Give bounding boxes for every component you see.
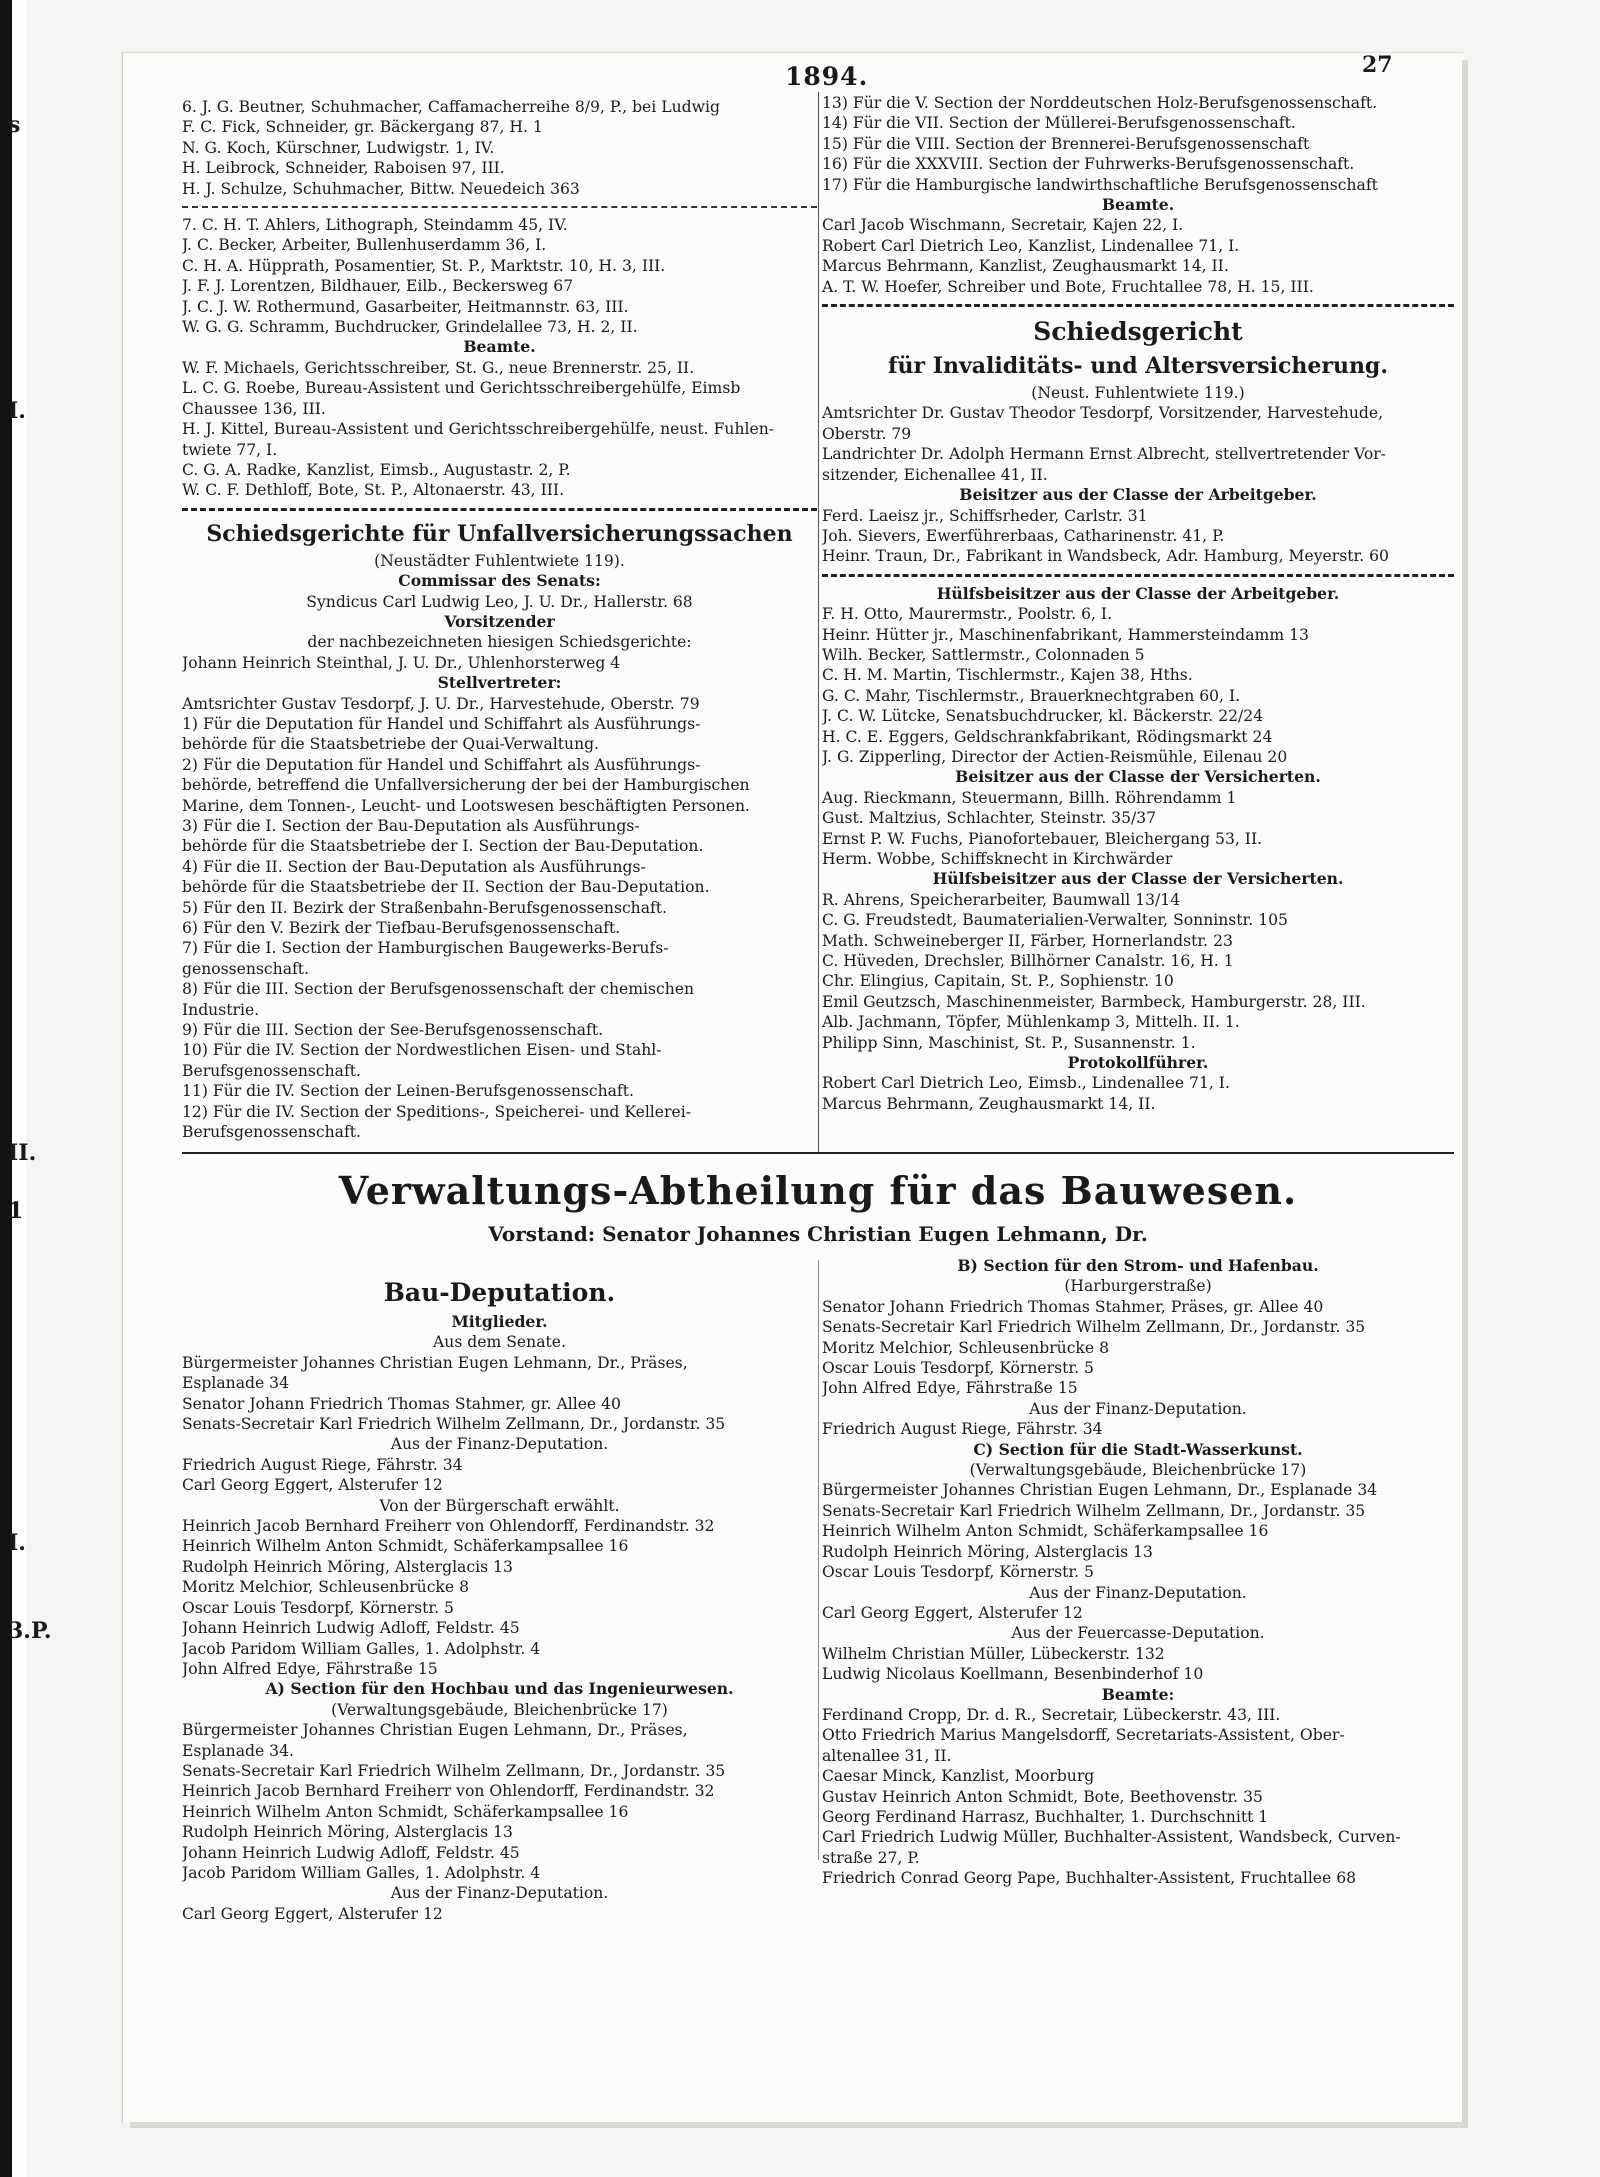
text-line: 3) Für die I. Section der Bau-Deputation als Ausführungs-	[182, 817, 640, 835]
text-line: C. H. A. Hüpprath, Posamentier, St. P., Marktstr. 10, H. 3, III.	[182, 256, 666, 275]
text-line: Johann Heinrich Ludwig Adloff, Feldstr. 45	[182, 1619, 520, 1638]
beamte-heading: Beamte:	[1101, 1684, 1175, 1704]
commissar-heading: Commissar des Senats:	[398, 571, 601, 591]
text-line: Senator Johann Friedrich Thomas Stahmer, Präses, gr. Allee 40	[822, 1297, 1324, 1316]
dashed-separator	[182, 206, 817, 208]
text-line: Wilh. Becker, Sattlermstr., Colonnaden 5	[822, 645, 1145, 664]
text-line: Ernst P. W. Fuchs, Pianofortebauer, Bleichergang 53, II.	[822, 829, 1263, 848]
text-line: N. G. Koch, Kürschner, Ludwigstr. 1, IV.	[182, 138, 495, 157]
huelfs-versicherten-heading: Hülfsbeisitzer aus der Classe der Versicherten.	[932, 869, 1344, 889]
section-address: (Neustädter Fuhlentwiete 119).	[374, 551, 625, 570]
finanz-heading: Aus der Finanz-Deputation.	[390, 1435, 609, 1454]
stellvertreter-heading: Stellvertreter:	[437, 673, 562, 693]
text-line: Herm. Wobbe, Schiffsknecht in Kirchwärder	[822, 850, 1173, 868]
text-line: Jacob Paridom William Galles, 1. Adolphstr. 4	[182, 1639, 541, 1658]
text-line: Heinr. Traun, Dr., Fabrikant in Wandsbeck, Adr. Hamburg, Meyerstr. 60	[822, 547, 1389, 566]
text-line: Chaussee 136, III.	[182, 399, 326, 418]
text-line: Bürgermeister Johannes Christian Eugen Lehmann, Dr., Esplanade 34	[822, 1481, 1378, 1500]
text-line: Marine, dem Tonnen-, Leucht- und Lootswesen beschäftigten Personen.	[182, 796, 751, 815]
text-line: Friedrich August Riege, Fährstr. 34	[822, 1420, 1103, 1439]
text-line: J. C. Becker, Arbeiter, Bullenhuserdamm 36, I.	[182, 236, 547, 255]
text-line: 17) Für die Hamburgische landwirthschaftliche Berufsgenossenschaft	[822, 175, 1378, 194]
beamte-heading: Beamte.	[1101, 195, 1175, 215]
entry-group-6	[182, 97, 817, 199]
text-line: Jacob Paridom William Galles, 1. Adolphstr. 4	[182, 1863, 541, 1882]
text-line: 11) Für die IV. Section der Leinen-Berufsgenossenschaft.	[182, 1082, 634, 1101]
text-line: Moritz Melchior, Schleusenbrücke 8	[822, 1338, 1109, 1357]
text-line: L. C. G. Roebe, Bureau-Assistent und Gerichtsschreibergehülfe, Eimsb	[182, 379, 741, 398]
text-line: 12) Für die IV. Section der Speditions-, Speicherei- und Kellerei-	[182, 1102, 691, 1121]
text-line: Rudolph Heinrich Möring, Alsterglacis 13	[182, 1823, 513, 1842]
text-line: Rudolph Heinrich Möring, Alsterglacis 13	[182, 1557, 513, 1576]
text-line: H. C. E. Eggers, Geldschrankfabrikant, Rödingsmarkt 24	[822, 727, 1273, 746]
bauwesen-vorstand: Vorstand: Senator Johannes Christian Eugen Lehmann, Dr.	[488, 1222, 1148, 1246]
text-line: sitzender, Eichenallee 41, II.	[822, 465, 1048, 484]
text-line: 2) Für die Deputation für Handel und Schiffahrt als Ausführungs-	[182, 755, 701, 774]
text-line: 4) Für die II. Section der Bau-Deputation als Ausführungs-	[182, 857, 646, 876]
text-line: Johann Heinrich Ludwig Adloff, Feldstr. 45	[182, 1843, 520, 1862]
bau-deputation-title: Bau-Deputation.	[383, 1278, 616, 1307]
chair-list	[822, 403, 1454, 485]
text-line: Oscar Louis Tesdorpf, Körnerstr. 5	[822, 1359, 1094, 1378]
section-b-list	[822, 1297, 1454, 1399]
section-b-heading: B) Section für den Strom- und Hafenbau.	[957, 1256, 1319, 1275]
text-line: Aug. Rieckmann, Steuermann, Billh. Röhrendamm 1	[822, 788, 1237, 807]
mitglieder-heading: Mitglieder.	[451, 1312, 548, 1331]
text-line: Heinrich Jacob Bernhard Freiherr von Ohlendorff, Ferdinandstr. 32	[182, 1517, 715, 1536]
text-line: 6. J. G. Beutner, Schuhmacher, Caffamacherreihe 8/9, P., bei Ludwig	[182, 98, 720, 116]
text-line: Ferd. Laeisz jr., Schiffsrheder, Carlstr. 31	[822, 506, 1148, 525]
text-line: J. G. Zipperling, Director der Actien-Reismühle, Eilenau 20	[822, 747, 1288, 766]
section-c-list	[822, 1480, 1454, 1582]
text-line: W. G. G. Schramm, Buchdrucker, Grindelallee 73, H. 2, II.	[182, 318, 638, 337]
text-line: Ferdinand Cropp, Dr. d. R., Secretair, Lübeckerstr. 43, III.	[822, 1705, 1281, 1724]
beisitzer-versicherten-list	[822, 788, 1454, 870]
bottom-left-column	[182, 1268, 817, 1924]
text-line: Carl Georg Eggert, Alsterufer 12	[822, 1603, 1083, 1622]
book-binding-edge	[0, 0, 12, 2177]
section-a-finanz-heading: Aus der Finanz-Deputation.	[390, 1884, 609, 1903]
beamte-list	[822, 1705, 1454, 1889]
text-line: Emil Geutzsch, Maschinenmeister, Barmbeck, Hamburgerstr. 28, III.	[822, 992, 1366, 1011]
text-line: Otto Friedrich Marius Mangelsdorff, Secretariats-Assistent, Ober-	[822, 1726, 1345, 1745]
text-line: 6) Für den V. Bezirk der Tiefbau-Berufsgenossenschaft.	[182, 919, 621, 938]
text-line: Carl Jacob Wischmann, Secretair, Kajen 22, I.	[822, 216, 1184, 235]
margin-note: I.	[8, 398, 26, 424]
margin-note: 3.P.	[8, 1618, 52, 1644]
vorsitzender-name: Johann Heinrich Steinthal, J. U. Dr., Uhlenhorsterweg 4	[182, 653, 621, 672]
text-line: 8) Für die III. Section der Berufsgenossenschaft der chemischen	[182, 980, 695, 999]
text-line: Oberstr. 79	[822, 424, 912, 443]
feuercasse-heading: Aus der Feuercasse-Deputation.	[1011, 1624, 1265, 1643]
beamte-list	[822, 215, 1454, 297]
text-line: 15) Für die VIII. Section der Brennerei-Berufsgenossenschaft	[822, 134, 1310, 153]
section-c-finanz-heading: Aus der Finanz-Deputation.	[1029, 1583, 1247, 1602]
section-c-address: (Verwaltungsgebäude, Bleichenbrücke 17)	[969, 1461, 1307, 1480]
section-title-schiedsgericht: Schiedsgericht	[1033, 317, 1243, 347]
text-line: Bürgermeister Johannes Christian Eugen Lehmann, Dr., Präses,	[182, 1353, 688, 1372]
text-line: genossenschaft.	[182, 959, 309, 978]
huelfs-arbeitgeber-heading: Hülfsbeisitzer aus der Classe der Arbeitgeber.	[936, 583, 1340, 603]
text-line: John Alfred Edye, Fährstraße 15	[822, 1379, 1078, 1398]
text-line: Heinr. Hütter jr., Maschinenfabrikant, Hammersteindamm 13	[822, 625, 1309, 644]
top-left-column	[182, 97, 817, 1143]
text-line: Carl Friedrich Ludwig Müller, Buchhalter-Assistent, Wandsbeck, Curven-	[822, 1828, 1401, 1847]
margin-note: II.	[8, 1140, 37, 1166]
text-line: Alb. Jachmann, Töpfer, Mühlenkamp 3, Mittelh. II. 1.	[822, 1013, 1240, 1032]
text-line: W. C. F. Dethloff, Bote, St. P., Altonaerstr. 43, III.	[182, 481, 565, 500]
text-line: G. C. Mahr, Tischlermstr., Brauerknechtgraben 60, I.	[822, 686, 1241, 705]
text-line: Caesar Minck, Kanzlist, Moorburg	[822, 1767, 1095, 1786]
text-line: F. C. Fick, Schneider, gr. Bäckergang 87, H. 1	[182, 118, 543, 137]
section-c-heading: C) Section für die Stadt-Wasserkunst.	[973, 1439, 1303, 1459]
huelfs-arbeitgeber-list	[822, 604, 1454, 767]
text-line: twiete 77, I.	[182, 440, 278, 459]
text-line: 16) Für die XXXVIII. Section der Fuhrwerks-Berufsgenossenschaft.	[822, 155, 1355, 174]
text-line: J. F. J. Lorentzen, Bildhauer, Eilb., Beckersweg 67	[182, 277, 574, 296]
text-line: Oscar Louis Tesdorpf, Körnerstr. 5	[182, 1598, 454, 1617]
section-b-address: (Harburgerstraße)	[1064, 1277, 1212, 1296]
senate-heading: Aus dem Senate.	[433, 1333, 566, 1352]
bauwesen-title: Verwaltungs-Abtheilung für das Bauwesen.	[338, 1168, 1298, 1213]
column-divider	[818, 92, 819, 1152]
section-c-finanz-list	[822, 1603, 1454, 1623]
margin-note: I.	[8, 1530, 26, 1556]
text-line: Oscar Louis Tesdorpf, Körnerstr. 5	[822, 1563, 1094, 1582]
text-line: 7) Für die I. Section der Hamburgischen Baugewerks-Berufs-	[182, 939, 669, 958]
margin-note: 1	[8, 1198, 24, 1224]
section-a-heading: A) Section für den Hochbau und das Ingenieurwesen.	[265, 1679, 734, 1699]
text-line: Carl Georg Eggert, Alsterufer 12	[182, 1904, 443, 1923]
text-line: J. C. W. Lütcke, Senatsbuchdrucker, kl. Bäckerstr. 22/24	[822, 707, 1264, 726]
text-line: Senats-Secretair Karl Friedrich Wilhelm Zellmann, Dr., Jordanstr. 35	[822, 1318, 1366, 1337]
margin-note: s	[8, 112, 21, 138]
text-line: straße 27, P.	[822, 1848, 920, 1867]
text-line: Heinrich Wilhelm Anton Schmidt, Schäferkampsallee 16	[182, 1537, 629, 1556]
beamte-list	[182, 358, 817, 501]
huelfs-versicherten-list	[822, 890, 1454, 1053]
section-title-unfall: Schiedsgerichte für Unfallversicherungssachen	[206, 520, 793, 547]
text-line: C. G. A. Radke, Kanzlist, Eimsb., Augustastr. 2, P.	[182, 460, 571, 479]
column-divider	[818, 1260, 819, 1860]
page-number: 27	[1362, 52, 1393, 78]
text-line: Gustav Heinrich Anton Schmidt, Bote, Beethovenstr. 35	[822, 1787, 1263, 1806]
vorsitzender-note: der nachbezeichneten hiesigen Schiedsgerichte:	[307, 633, 692, 652]
text-line: R. Ahrens, Speicherarbeiter, Baumwall 13/14	[822, 890, 1181, 909]
text-line: C. Hüveden, Drechsler, Billhörner Canalstr. 16, H. 1	[822, 952, 1234, 971]
text-line: Robert Carl Dietrich Leo, Kanzlist, Lindenallee 71, I.	[822, 236, 1240, 255]
text-line: 13) Für die V. Section der Norddeutschen Holz-Berufsgenossenschaft.	[822, 94, 1378, 112]
entry-group-7	[182, 215, 817, 337]
text-line: H. Leibrock, Schneider, Raboisen 97, III.	[182, 159, 505, 178]
beisitzer-arbeitgeber-list	[822, 506, 1454, 567]
text-line: Moritz Melchior, Schleusenbrücke 8	[182, 1578, 469, 1597]
text-line: Heinrich Wilhelm Anton Schmidt, Schäferkampsallee 16	[822, 1522, 1269, 1541]
text-line: 7. C. H. T. Ahlers, Lithograph, Steindamm 45, IV.	[182, 216, 568, 235]
text-line: Friedrich August Riege, Fährstr. 34	[182, 1455, 463, 1474]
text-line: Esplanade 34	[182, 1374, 290, 1393]
numbered-list	[182, 714, 817, 1143]
text-line: 10) Für die IV. Section der Nordwestlichen Eisen- und Stahl-	[182, 1041, 662, 1060]
text-line: Georg Ferdinand Harrasz, Buchhalter, 1. Durchschnitt 1	[822, 1807, 1269, 1826]
section-a-list	[182, 1720, 817, 1883]
section-address: (Neust. Fuhlentwiete 119.)	[1031, 384, 1245, 403]
page-shadow	[130, 2122, 1468, 2128]
commissar-name: Syndicus Carl Ludwig Leo, J. U. Dr., Hallerstr. 68	[306, 592, 693, 611]
binding-gap	[12, 0, 26, 2177]
text-line: Gust. Maltzius, Schlachter, Steinstr. 35/37	[822, 809, 1157, 828]
text-line: Friedrich Conrad Georg Pape, Buchhalter-Assistent, Fruchtallee 68	[822, 1869, 1357, 1888]
text-line: Robert Carl Dietrich Leo, Eimsb., Lindenallee 71, I.	[822, 1074, 1230, 1093]
text-line: Ludwig Nicolaus Koellmann, Besenbinderhof 10	[822, 1665, 1204, 1684]
text-line: behörde, betreffend die Unfallversicherung der bei der Hamburgischen	[182, 776, 750, 795]
text-line: Marcus Behrmann, Kanzlist, Zeughausmarkt 14, II.	[822, 257, 1229, 276]
text-line: altenallee 31, II.	[822, 1746, 952, 1765]
text-line: Wilhelm Christian Müller, Lübeckerstr. 132	[822, 1644, 1165, 1663]
text-line: 9) Für die III. Section der See-Berufsgenossenschaft.	[182, 1021, 604, 1040]
section-b-finanz-heading: Aus der Finanz-Deputation.	[1029, 1399, 1247, 1418]
text-line: H. J. Kittel, Bureau-Assistent und Gerichtsschreibergehülfe, neust. Fuhlen-	[182, 420, 775, 439]
text-line: Amtsrichter Dr. Gustav Theodor Tesdorpf, Vorsitzender, Harvestehude,	[822, 404, 1384, 423]
text-line: John Alfred Edye, Fährstraße 15	[182, 1659, 438, 1678]
stellvertreter-name: Amtsrichter Gustav Tesdorpf, J. U. Dr., Harvestehude, Oberstr. 79	[182, 694, 700, 713]
dashed-separator	[822, 574, 1454, 577]
text-line: Heinrich Jacob Bernhard Freiherr von Ohlendorff, Ferdinandstr. 32	[182, 1782, 715, 1801]
bottom-right-column	[822, 1256, 1454, 1889]
numbered-list-continued	[822, 93, 1454, 195]
text-line: Philipp Sinn, Maschinist, St. P., Susannenstr. 1.	[822, 1033, 1196, 1052]
section-title-invaliditaet: für Invaliditäts- und Altersversicherung.	[888, 353, 1388, 380]
text-line: behörde für die Staatsbetriebe der II. Section der Bau-Deputation.	[182, 878, 710, 897]
text-line: J. C. J. W. Rothermund, Gasarbeiter, Heitmannstr. 63, III.	[182, 297, 629, 316]
text-line: Bürgermeister Johannes Christian Eugen Lehmann, Dr., Präses,	[182, 1721, 688, 1740]
beamte-heading: Beamte.	[463, 337, 536, 357]
text-line: F. H. Otto, Maurermstr., Poolstr. 6, I.	[822, 605, 1113, 624]
feuercasse-list	[822, 1644, 1454, 1685]
text-line: Esplanade 34.	[182, 1741, 294, 1760]
text-line: Math. Schweineberger II, Färber, Hornerlandstr. 23	[822, 931, 1233, 950]
buergerschaft-list	[182, 1516, 817, 1679]
dashed-separator	[822, 304, 1454, 307]
text-line: Senats-Secretair Karl Friedrich Wilhelm Zellmann, Dr., Jordanstr. 35	[182, 1415, 726, 1434]
horizontal-rule	[182, 1152, 1454, 1154]
text-line: Landrichter Dr. Adolph Hermann Ernst Albrecht, stellvertretender Vor-	[822, 445, 1386, 464]
beisitzer-versicherten-heading: Beisitzer aus der Classe der Versicherten.	[955, 767, 1321, 787]
text-line: Carl Georg Eggert, Alsterufer 12	[182, 1476, 443, 1495]
section-a-address: (Verwaltungsgebäude, Bleichenbrücke 17)	[331, 1700, 668, 1719]
text-line: Senator Johann Friedrich Thomas Stahmer, gr. Allee 40	[182, 1394, 621, 1413]
text-line: 5) Für den II. Bezirk der Straßenbahn-Berufsgenossenschaft.	[182, 898, 668, 917]
section-a-finanz-list	[182, 1904, 817, 1924]
text-line: Berufsgenossenschaft.	[182, 1123, 361, 1142]
finanz-list	[182, 1455, 817, 1496]
text-line: Heinrich Wilhelm Anton Schmidt, Schäferkampsallee 16	[182, 1802, 629, 1821]
text-line: Chr. Elingius, Capitain, St. P., Sophienstr. 10	[822, 972, 1174, 991]
text-line: C. G. Freudstedt, Baumaterialien-Verwalter, Sonninstr. 105	[822, 911, 1288, 930]
dashed-separator	[182, 508, 817, 511]
text-line: Joh. Sievers, Ewerführerbaas, Catharinenstr. 41, P.	[822, 526, 1225, 545]
page-year: 1894.	[785, 62, 869, 91]
protokoll-heading: Protokollführer.	[1067, 1053, 1209, 1073]
section-b-finanz-list	[822, 1419, 1454, 1439]
beisitzer-arbeitgeber-heading: Beisitzer aus der Classe der Arbeitgeber.	[959, 485, 1317, 505]
text-line: Marcus Behrmann, Zeughausmarkt 14, II.	[822, 1094, 1156, 1113]
vorsitzender-heading: Vorsitzender	[444, 611, 555, 631]
text-line: Rudolph Heinrich Möring, Alsterglacis 13	[822, 1542, 1153, 1561]
text-line: Senats-Secretair Karl Friedrich Wilhelm Zellmann, Dr., Jordanstr. 35	[822, 1501, 1366, 1520]
text-line: W. F. Michaels, Gerichtsschreiber, St. G., neue Brennerstr. 25, II.	[182, 358, 695, 377]
page-shadow	[1462, 60, 1468, 2122]
text-line: 14) Für die VII. Section der Müllerei-Berufsgenossenschaft.	[822, 114, 1296, 133]
text-line: behörde für die Staatsbetriebe der Quai-Verwaltung.	[182, 735, 600, 754]
buergerschaft-heading: Von der Bürgerschaft erwählt.	[379, 1496, 620, 1515]
text-line: C. H. M. Martin, Tischlermstr., Kajen 38, Hths.	[822, 666, 1193, 685]
protokoll-list	[822, 1073, 1454, 1114]
text-line: A. T. W. Hoefer, Schreiber und Bote, Fruchtallee 78, H. 15, III.	[822, 277, 1314, 296]
text-line: H. J. Schulze, Schuhmacher, Bittw. Neuedeich 363	[182, 179, 580, 198]
top-right-column	[822, 93, 1454, 1114]
text-line: 1) Für die Deputation für Handel und Schiffahrt als Ausführungs-	[182, 714, 701, 733]
text-line: Berufsgenossenschaft.	[182, 1061, 361, 1080]
text-line: Industrie.	[182, 1000, 260, 1019]
senate-list	[182, 1353, 817, 1435]
text-line: Senats-Secretair Karl Friedrich Wilhelm Zellmann, Dr., Jordanstr. 35	[182, 1761, 726, 1780]
text-line: behörde für die Staatsbetriebe der I. Section der Bau-Deputation.	[182, 837, 704, 856]
